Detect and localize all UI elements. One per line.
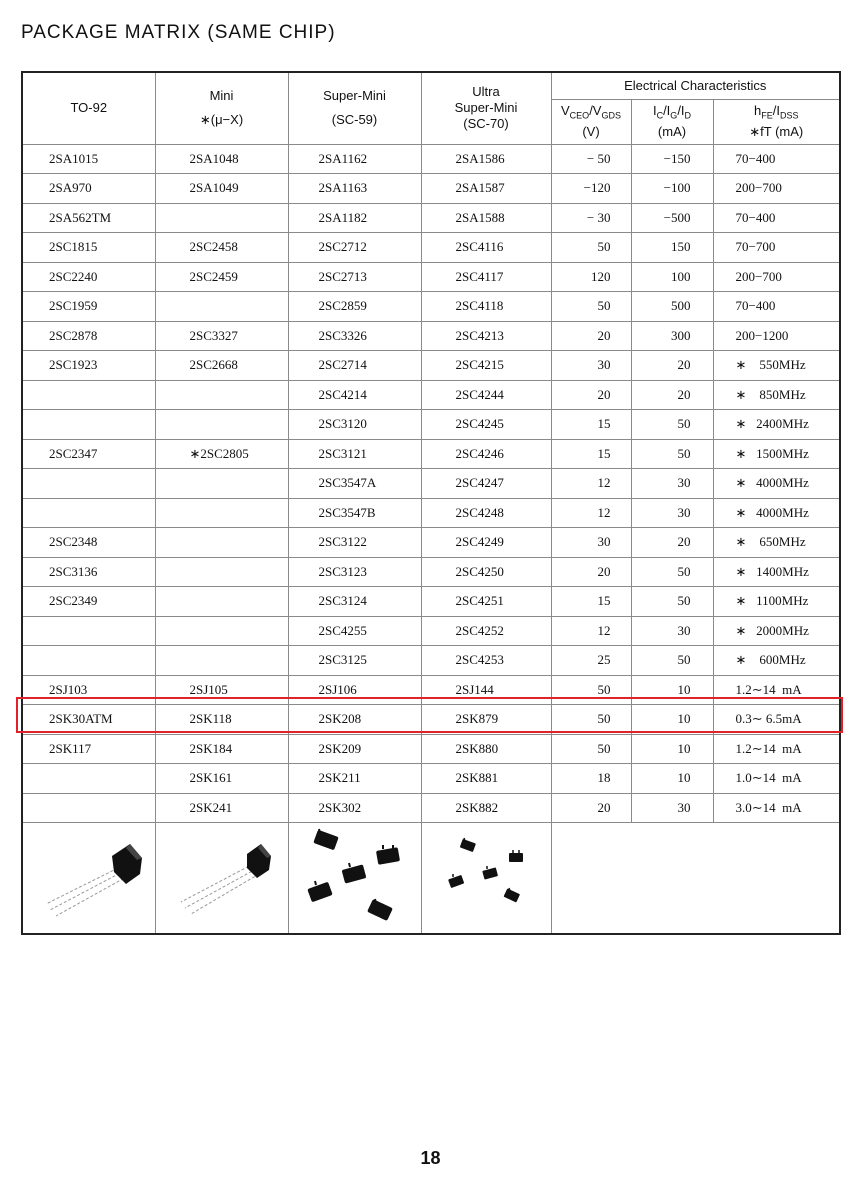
ultra-supermini-cell: 2SA1586 bbox=[421, 144, 551, 174]
supermini-cell: 2SC2859 bbox=[288, 292, 421, 322]
hfe-cell: 70−400 bbox=[713, 144, 840, 174]
ic-cell: 30 bbox=[631, 616, 713, 646]
mini-cell: 2SC2668 bbox=[155, 351, 288, 381]
vceo-cell: 15 bbox=[551, 439, 631, 469]
table-row bbox=[22, 144, 840, 174]
ic-cell: 50 bbox=[631, 557, 713, 587]
vceo-cell: 20 bbox=[551, 793, 631, 823]
vceo-cell: 20 bbox=[551, 321, 631, 351]
hfe-cell: ∗ 2000MHz bbox=[713, 616, 840, 646]
package-matrix-table bbox=[21, 71, 841, 935]
to92-photo-cell bbox=[22, 823, 155, 935]
vceo-cell: 20 bbox=[551, 380, 631, 410]
mini-cell bbox=[155, 380, 288, 410]
supermini-cell: 2SK209 bbox=[288, 734, 421, 764]
hfe-cell: ∗ 4000MHz bbox=[713, 498, 840, 528]
hfe-cell: 70−400 bbox=[713, 203, 840, 233]
mini-cell bbox=[155, 469, 288, 499]
vceo-cell: 20 bbox=[551, 557, 631, 587]
ic-cell: 10 bbox=[631, 764, 713, 794]
ic-cell: 30 bbox=[631, 498, 713, 528]
vceo-cell: 30 bbox=[551, 528, 631, 558]
table-row bbox=[22, 528, 840, 558]
mini-photo-cell bbox=[155, 823, 288, 935]
hfe-cell: 70−400 bbox=[713, 292, 840, 322]
ultra-supermini-cell: 2SK879 bbox=[421, 705, 551, 735]
to92-cell: 2SC3136 bbox=[22, 557, 155, 587]
hfe-cell: ∗ 600MHz bbox=[713, 646, 840, 676]
hfe-cell: 1.2∼14 mA bbox=[713, 675, 840, 705]
vceo-cell: −120 bbox=[551, 174, 631, 204]
ic-cell: −500 bbox=[631, 203, 713, 233]
supermini-cell: 2SK211 bbox=[288, 764, 421, 794]
mini-cell bbox=[155, 292, 288, 322]
ic-cell: 20 bbox=[631, 528, 713, 558]
ultra-supermini-cell: 2SC4116 bbox=[421, 233, 551, 263]
to92-cell: 2SJ103 bbox=[22, 675, 155, 705]
vceo-cell: 120 bbox=[551, 262, 631, 292]
ultra-supermini-cell: 2SC4118 bbox=[421, 292, 551, 322]
to92-transistor-icon bbox=[34, 838, 144, 918]
mini-cell bbox=[155, 498, 288, 528]
vceo-cell: 25 bbox=[551, 646, 631, 676]
table-row bbox=[22, 793, 840, 823]
table-row bbox=[22, 203, 840, 233]
ultra-supermini-cell: 2SC4253 bbox=[421, 646, 551, 676]
mini-cell bbox=[155, 557, 288, 587]
table-row bbox=[22, 380, 840, 410]
hfe-cell: ∗ 650MHz bbox=[713, 528, 840, 558]
mini-cell: 2SC2458 bbox=[155, 233, 288, 263]
hfe-cell: 0.3∼ 6.5mA bbox=[713, 705, 840, 735]
to92-cell: 2SC2349 bbox=[22, 587, 155, 617]
table-row bbox=[22, 262, 840, 292]
empty-photo-cell bbox=[551, 823, 840, 935]
vceo-cell: 30 bbox=[551, 351, 631, 381]
vceo-cell: 50 bbox=[551, 705, 631, 735]
ultra-supermini-cell: 2SC4251 bbox=[421, 587, 551, 617]
table-row bbox=[22, 498, 840, 528]
mini-cell bbox=[155, 410, 288, 440]
ultra-supermini-cell: 2SC4117 bbox=[421, 262, 551, 292]
supermini-cell: 2SC2713 bbox=[288, 262, 421, 292]
ultra-supermini-cell: 2SA1587 bbox=[421, 174, 551, 204]
vceo-cell: 50 bbox=[551, 675, 631, 705]
hfe-cell: ∗ 2400MHz bbox=[713, 410, 840, 440]
ultra-supermini-cell: 2SC4246 bbox=[421, 439, 551, 469]
supermini-cell: 2SC2714 bbox=[288, 351, 421, 381]
mini-transistor-icon bbox=[167, 838, 277, 918]
ic-cell: 30 bbox=[631, 793, 713, 823]
ic-cell: −150 bbox=[631, 144, 713, 174]
vceo-cell: 18 bbox=[551, 764, 631, 794]
to92-cell bbox=[22, 410, 155, 440]
table-row bbox=[22, 646, 840, 676]
mini-cell: 2SA1048 bbox=[155, 144, 288, 174]
to92-cell: 2SC1959 bbox=[22, 292, 155, 322]
header-vceo: $V_{CEO}/V_{GDS}$ (V) bbox=[551, 99, 631, 144]
ultra-supermini-cell: 2SC4213 bbox=[421, 321, 551, 351]
to92-cell: 2SA1015 bbox=[22, 144, 155, 174]
ultra-supermini-cell: 2SC4215 bbox=[421, 351, 551, 381]
page-number: 18 bbox=[420, 1148, 441, 1168]
to92-cell: 2SC1923 bbox=[22, 351, 155, 381]
table-row bbox=[22, 587, 840, 617]
vceo-cell: 12 bbox=[551, 498, 631, 528]
mini-cell bbox=[155, 646, 288, 676]
table-row bbox=[22, 557, 840, 587]
to92-cell: 2SA562TM bbox=[22, 203, 155, 233]
ultra-supermini-cell: 2SC4247 bbox=[421, 469, 551, 499]
ultra-supermini-cell: 2SC4245 bbox=[421, 410, 551, 440]
header-ic: $I_C/I_G/I_D$ (mA) bbox=[631, 99, 713, 144]
ultra-supermini-cell: 2SK881 bbox=[421, 764, 551, 794]
mini-cell: 2SJ105 bbox=[155, 675, 288, 705]
supermini-cell: 2SC2712 bbox=[288, 233, 421, 263]
header-to92: TO-92 bbox=[22, 72, 155, 144]
header-ultra-supermini: Ultra Super-Mini (SC-70) bbox=[421, 72, 551, 144]
mini-cell: 2SK118 bbox=[155, 705, 288, 735]
ic-cell: 30 bbox=[631, 469, 713, 499]
table-row bbox=[22, 675, 840, 705]
table-row bbox=[22, 469, 840, 499]
hfe-cell: 3.0∼14 mA bbox=[713, 793, 840, 823]
hfe-cell: 70−700 bbox=[713, 233, 840, 263]
vceo-cell: 12 bbox=[551, 469, 631, 499]
vceo-cell: 15 bbox=[551, 410, 631, 440]
ultra-supermini-cell: 2SJ144 bbox=[421, 675, 551, 705]
to92-cell: 2SC2348 bbox=[22, 528, 155, 558]
ic-cell: 500 bbox=[631, 292, 713, 322]
supermini-cell: 2SC4255 bbox=[288, 616, 421, 646]
hfe-cell: 1.2∼14 mA bbox=[713, 734, 840, 764]
vceo-cell: 50 bbox=[551, 292, 631, 322]
ic-cell: 100 bbox=[631, 262, 713, 292]
mini-cell: 2SC3327 bbox=[155, 321, 288, 351]
ultra-supermini-cell: 2SC4249 bbox=[421, 528, 551, 558]
ic-cell: 20 bbox=[631, 380, 713, 410]
hfe-cell: 200−700 bbox=[713, 262, 840, 292]
to92-cell bbox=[22, 469, 155, 499]
mini-cell: 2SA1049 bbox=[155, 174, 288, 204]
supermini-cell: 2SC3123 bbox=[288, 557, 421, 587]
table-row bbox=[22, 734, 840, 764]
to92-cell bbox=[22, 646, 155, 676]
mini-cell: ∗2SC2805 bbox=[155, 439, 288, 469]
hfe-cell: ∗ 1500MHz bbox=[713, 439, 840, 469]
supermini-cell: 2SA1163 bbox=[288, 174, 421, 204]
vceo-cell: 50 bbox=[551, 233, 631, 263]
ultra-supermini-cell: 2SC4250 bbox=[421, 557, 551, 587]
to92-cell: 2SK117 bbox=[22, 734, 155, 764]
mini-cell bbox=[155, 528, 288, 558]
table-row bbox=[22, 351, 840, 381]
supermini-cell: 2SC3120 bbox=[288, 410, 421, 440]
mini-cell: 2SK241 bbox=[155, 793, 288, 823]
mini-cell: 2SK184 bbox=[155, 734, 288, 764]
to92-cell bbox=[22, 616, 155, 646]
table-row bbox=[22, 233, 840, 263]
to92-cell: 2SC2347 bbox=[22, 439, 155, 469]
hfe-cell: ∗ 4000MHz bbox=[713, 469, 840, 499]
hfe-cell: 1.0∼14 mA bbox=[713, 764, 840, 794]
ic-cell: 300 bbox=[631, 321, 713, 351]
supermini-cell: 2SK208 bbox=[288, 705, 421, 735]
package-photo-row bbox=[22, 823, 840, 935]
to92-cell bbox=[22, 793, 155, 823]
to92-cell: 2SK30ATM bbox=[22, 705, 155, 735]
ic-cell: −100 bbox=[631, 174, 713, 204]
supermini-cell: 2SC3121 bbox=[288, 439, 421, 469]
to92-cell: 2SC1815 bbox=[22, 233, 155, 263]
ic-cell: 50 bbox=[631, 587, 713, 617]
supermini-packages-icon bbox=[295, 823, 415, 933]
supermini-cell: 2SC3547B bbox=[288, 498, 421, 528]
ultra-supermini-cell: 2SK880 bbox=[421, 734, 551, 764]
to92-cell: 2SC2240 bbox=[22, 262, 155, 292]
vceo-cell: 15 bbox=[551, 587, 631, 617]
supermini-cell: 2SC4214 bbox=[288, 380, 421, 410]
page-title: PACKAGE MATRIX (SAME CHIP) bbox=[21, 22, 336, 43]
table-row bbox=[22, 321, 840, 351]
table-row bbox=[22, 174, 840, 204]
supermini-cell: 2SC3326 bbox=[288, 321, 421, 351]
supermini-photo-cell bbox=[288, 823, 421, 935]
vceo-cell: 50 bbox=[551, 734, 631, 764]
hfe-cell: ∗ 1100MHz bbox=[713, 587, 840, 617]
table-row bbox=[22, 616, 840, 646]
table-row bbox=[22, 292, 840, 322]
header-mini: Mini ∗(μ−X) bbox=[155, 72, 288, 144]
ultra-supermini-cell: 2SA1588 bbox=[421, 203, 551, 233]
table-row bbox=[22, 439, 840, 469]
to92-cell: 2SA970 bbox=[22, 174, 155, 204]
to92-cell bbox=[22, 764, 155, 794]
mini-cell bbox=[155, 203, 288, 233]
ultra-supermini-cell: 2SC4248 bbox=[421, 498, 551, 528]
ic-cell: 50 bbox=[631, 439, 713, 469]
ic-cell: 20 bbox=[631, 351, 713, 381]
table-row bbox=[22, 705, 840, 735]
supermini-cell: 2SC3124 bbox=[288, 587, 421, 617]
supermini-cell: 2SJ106 bbox=[288, 675, 421, 705]
ic-cell: 10 bbox=[631, 734, 713, 764]
supermini-cell: 2SC3122 bbox=[288, 528, 421, 558]
hfe-cell: ∗ 1400MHz bbox=[713, 557, 840, 587]
ultra-supermini-cell: 2SC4252 bbox=[421, 616, 551, 646]
hfe-cell: ∗ 550MHz bbox=[713, 351, 840, 381]
hfe-cell: 200−700 bbox=[713, 174, 840, 204]
header-supermini: Super-Mini (SC-59) bbox=[288, 72, 421, 144]
supermini-cell: 2SA1182 bbox=[288, 203, 421, 233]
to92-cell: 2SC2878 bbox=[22, 321, 155, 351]
table-row bbox=[22, 764, 840, 794]
mini-cell bbox=[155, 616, 288, 646]
supermini-cell: 2SK302 bbox=[288, 793, 421, 823]
ultra-supermini-photo-cell bbox=[421, 823, 551, 935]
table-row bbox=[22, 410, 840, 440]
mini-cell: 2SK161 bbox=[155, 764, 288, 794]
to92-cell bbox=[22, 380, 155, 410]
supermini-cell: 2SA1162 bbox=[288, 144, 421, 174]
supermini-cell: 2SC3547A bbox=[288, 469, 421, 499]
hfe-cell: ∗ 850MHz bbox=[713, 380, 840, 410]
supermini-cell: 2SC3125 bbox=[288, 646, 421, 676]
mini-cell: 2SC2459 bbox=[155, 262, 288, 292]
mini-cell bbox=[155, 587, 288, 617]
vceo-cell: − 30 bbox=[551, 203, 631, 233]
ultra-supermini-packages-icon bbox=[431, 833, 541, 923]
vceo-cell: 12 bbox=[551, 616, 631, 646]
to92-cell bbox=[22, 498, 155, 528]
ic-cell: 50 bbox=[631, 410, 713, 440]
ic-cell: 10 bbox=[631, 675, 713, 705]
ic-cell: 150 bbox=[631, 233, 713, 263]
header-electrical-characteristics: Electrical Characteristics bbox=[551, 72, 840, 99]
ic-cell: 50 bbox=[631, 646, 713, 676]
hfe-cell: 200−1200 bbox=[713, 321, 840, 351]
header-hfe: $h_{FE}/I_{DSS}$ ∗fT (mA) bbox=[713, 99, 840, 144]
ultra-supermini-cell: 2SC4244 bbox=[421, 380, 551, 410]
ultra-supermini-cell: 2SK882 bbox=[421, 793, 551, 823]
vceo-cell: − 50 bbox=[551, 144, 631, 174]
ic-cell: 10 bbox=[631, 705, 713, 735]
